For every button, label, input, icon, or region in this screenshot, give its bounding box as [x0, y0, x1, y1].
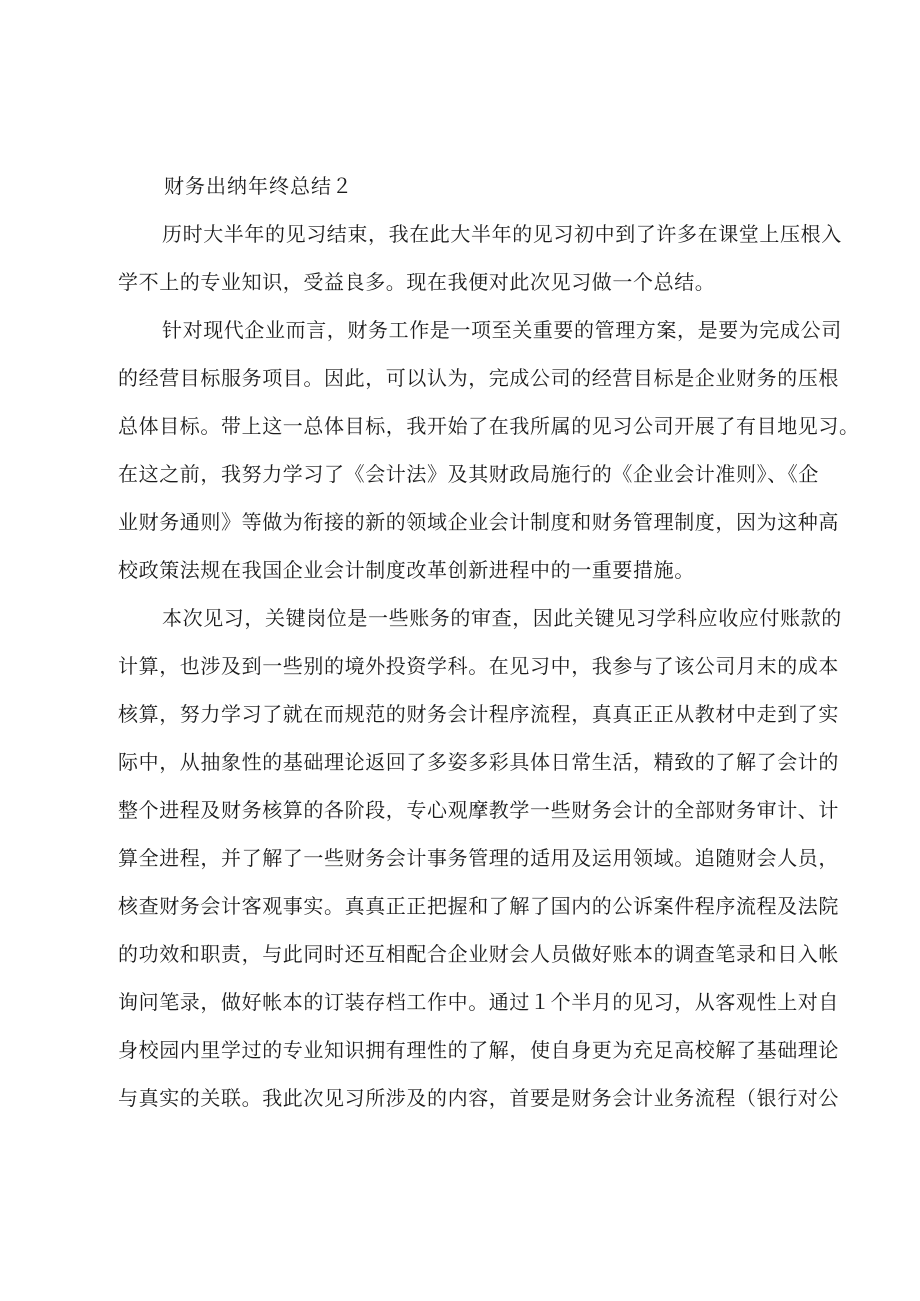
- paragraph-line: 的经营目标服务项目。因此，可以认为，完成公司的经营目标是企业财务的压根: [118, 366, 839, 390]
- paragraph-line: 学不上的专业知识，受益良多。现在我便对此次见习做一个总结。: [118, 270, 716, 294]
- paragraph-line: 核查财务会计客观事实。真真正正把握和了解了国内的公诉案件程序流程及法院: [118, 894, 839, 918]
- paragraph-line: 核算，努力学习了就在而规范的财务会计程序流程，真真正正从教材中走到了实: [118, 702, 839, 726]
- paragraph-line: 历时大半年的见习结束，我在此大半年的见习初中到了许多在课堂上压根入: [162, 222, 842, 246]
- paragraph-line: 在这之前，我努力学习了《会计法》及其财政局施行的《企业会计准则》、《企: [118, 462, 819, 486]
- paragraph-line: 的功效和职责，与此同时还互相配合企业财会人员做好账本的调查笔录和日入帐: [118, 942, 839, 966]
- paragraph-line: 计算，也涉及到一些别的境外投资学科。在见习中，我参与了该公司月末的成本: [118, 654, 839, 678]
- paragraph-line: 业财务通则》等做为衔接的新的领域企业会计制度和财务管理制度，因为这种高: [118, 510, 839, 534]
- paragraph-line: 算全进程，并了解了一些财务会计事务管理的适用及运用领域。追随财会人员，: [118, 846, 839, 870]
- document-title: 财务出纳年终总结２: [164, 174, 353, 198]
- paragraph-line: 校政策法规在我国企业会计制度改革创新进程中的一重要措施。: [118, 558, 695, 582]
- paragraph-line: 际中，从抽象性的基础理论返回了多姿多彩具体日常生活，精致的了解了会计的: [118, 750, 839, 774]
- paragraph-line: 针对现代企业而言，财务工作是一项至关重要的管理方案，是要为完成公司: [162, 318, 842, 342]
- paragraph-line: 本次见习，关键岗位是一些账务的审查，因此关键见习学科应收应付账款的: [162, 606, 842, 630]
- paragraph-line: 整个进程及财务核算的各阶段，专心观摩教学一些财务会计的全部财务审计、计: [118, 798, 839, 822]
- paragraph-line: 询问笔录，做好帐本的订装存档工作中。通过１个半月的见习，从客观性上对自: [118, 990, 839, 1014]
- paragraph-line: 身校园内里学过的专业知识拥有理性的了解，使自身更为充足高校解了基础理论: [118, 1038, 839, 1062]
- paragraph-line: 与真实的关联。我此次见习所涉及的内容，首要是财务会计业务流程（银行对公: [118, 1086, 839, 1110]
- paragraph-line: 总体目标。带上这一总体目标，我开始了在我所属的见习公司开展了有目地见习。: [118, 414, 860, 438]
